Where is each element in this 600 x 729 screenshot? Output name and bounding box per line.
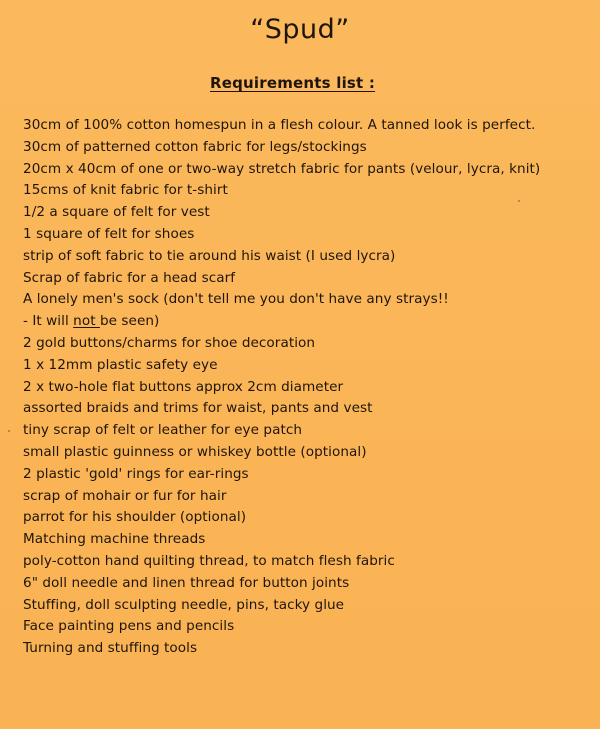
list-item: 2 plastic 'gold' rings for ear-rings <box>23 465 249 482</box>
list-item-text: - It will <box>23 313 74 330</box>
list-item: 1/2 a square of felt for vest <box>23 204 210 221</box>
list-item: tiny scrap of felt or leather for eye patch <box>23 422 303 439</box>
list-item: 30cm of 100% cotton homespun in a flesh colour. A tanned look is perfect. <box>23 117 536 133</box>
list-item: poly-cotton hand quilting thread, to match flesh fabric <box>23 552 395 569</box>
list-item: Stuffing, doll sculpting needle, pins, tacky glue <box>23 596 345 613</box>
list-item: 2 x two-hole flat buttons approx 2cm diameter <box>23 378 344 395</box>
list-item: strip of soft fabric to tie around his waist (I used lycra) <box>23 247 396 264</box>
list-item: 1 square of felt for shoes <box>23 225 195 242</box>
list-item: assorted braids and trims for waist, pants and vest <box>23 400 373 417</box>
underlined-word: not <box>73 313 100 330</box>
list-item: Matching machine threads <box>23 531 206 548</box>
list-item <box>23 311 593 333</box>
list-item: 1 x 12mm plastic safety eye <box>23 356 218 373</box>
list-item: A lonely men's sock (don't tell me you don't have any strays!! <box>23 291 449 308</box>
list-item: 6" doll needle and linen thread for button joints <box>23 574 350 591</box>
list-item: parrot for his shoulder (optional) <box>23 509 247 526</box>
list-item: 30cm of patterned cotton fabric for legs/stockings <box>23 138 367 155</box>
list-item: Turning and stuffing tools <box>23 640 198 657</box>
list-item: 2 gold buttons/charms for shoe decoration <box>23 334 316 351</box>
list-item: 20cm x 40cm of one or two-way stretch fabric for pants (velour, lycra, knit) <box>23 160 541 177</box>
requirements-heading <box>0 74 585 92</box>
requirements-list <box>23 115 593 660</box>
paper-speck <box>518 200 520 202</box>
list-item: Face painting pens and pencils <box>23 618 235 635</box>
list-item-text: be seen) <box>99 313 160 330</box>
paper-speck <box>8 430 10 432</box>
list-item: small plastic guinness or whiskey bottle (optional) <box>23 443 367 460</box>
list-item: Scrap of fabric for a head scarf <box>23 269 236 286</box>
list-item: 15cms of knit fabric for t-shirt <box>23 182 228 199</box>
requirements-heading-text: Requirements list : <box>209 74 376 92</box>
document-title: “Spud” <box>250 14 350 45</box>
list-item: scrap of mohair or fur for hair <box>23 487 227 504</box>
